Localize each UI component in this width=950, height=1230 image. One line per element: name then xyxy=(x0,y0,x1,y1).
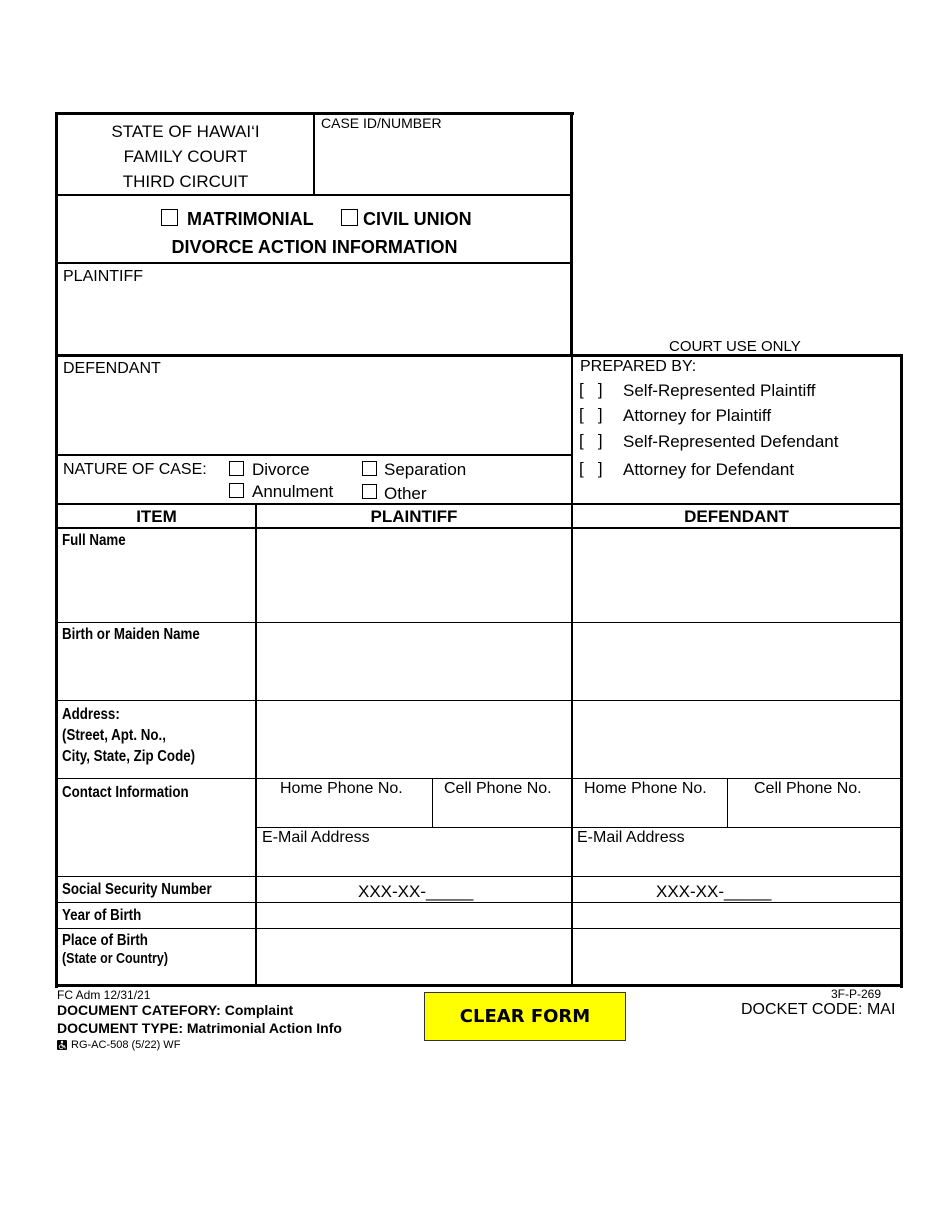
defendant-cell-phone-label: Cell Phone No. xyxy=(754,780,862,797)
row-label-contact: Contact Information xyxy=(62,784,189,801)
defendant-full-name-field[interactable] xyxy=(574,530,899,621)
accessibility-icon xyxy=(57,1040,67,1050)
bracket-checkbox[interactable]: [ ] xyxy=(579,380,603,399)
defendant-field[interactable] xyxy=(62,382,567,448)
bracket-checkbox[interactable]: [ ] xyxy=(579,431,603,450)
prepared-by-option-label: Attorney for Plaintiff xyxy=(623,406,772,425)
plaintiff-email-field[interactable] xyxy=(258,850,570,875)
plaintiff-home-phone-field[interactable] xyxy=(258,800,430,826)
other-label: Other xyxy=(384,484,427,503)
annulment-label: Annulment xyxy=(252,482,334,501)
court-circuit: THIRD CIRCUIT xyxy=(122,172,249,191)
defendant-place-of-birth-field[interactable] xyxy=(574,930,899,983)
plaintiff-place-of-birth-field[interactable] xyxy=(258,930,570,983)
form-number: 3F-P-269 xyxy=(831,987,882,1001)
row-label-year-of-birth: Year of Birth xyxy=(62,907,142,924)
separation-checkbox[interactable] xyxy=(362,461,377,476)
court-state: STATE OF HAWAI‘I xyxy=(111,122,260,141)
defendant-home-phone-field[interactable] xyxy=(574,800,726,826)
column-header-plaintiff: PLAINTIFF xyxy=(370,507,458,526)
divorce-label: Divorce xyxy=(252,460,310,479)
defendant-label: DEFENDANT xyxy=(63,360,161,377)
case-id-field[interactable] xyxy=(320,134,565,189)
nature-label: NATURE OF CASE: xyxy=(63,461,207,478)
plaintiff-birth-name-field[interactable] xyxy=(258,624,570,699)
plaintiff-field[interactable] xyxy=(62,290,567,348)
plaintiff-cell-phone-field[interactable] xyxy=(434,800,570,826)
defendant-year-of-birth-field[interactable] xyxy=(574,904,899,927)
civil-union-label: CIVIL UNION xyxy=(363,209,472,229)
court-use-only-label: COURT USE ONLY xyxy=(669,338,801,355)
address-label-line: (Street, Apt. No., xyxy=(62,727,166,744)
prepared-by-option-label: Self-Represented Defendant xyxy=(623,432,839,451)
column-header-item: ITEM xyxy=(136,507,177,526)
row-label-address xyxy=(62,704,195,767)
plaintiff-home-phone-label: Home Phone No. xyxy=(280,780,403,797)
plaintiff-ssn-field[interactable]: XXX-XX-_____ xyxy=(358,882,474,901)
defendant-address-field[interactable] xyxy=(574,702,899,777)
defendant-home-phone-label: Home Phone No. xyxy=(584,780,707,797)
divorce-checkbox[interactable] xyxy=(229,461,244,476)
defendant-email-field[interactable] xyxy=(574,850,899,875)
bracket-checkbox[interactable]: [ ] xyxy=(579,405,603,424)
address-label-line: City, State, Zip Code) xyxy=(62,748,196,765)
civil-union-checkbox[interactable] xyxy=(341,209,358,226)
defendant-birth-name-field[interactable] xyxy=(574,624,899,699)
bracket-checkbox[interactable]: [ ] xyxy=(579,459,603,478)
matrimonial-checkbox[interactable] xyxy=(161,209,178,226)
matrimonial-label: MATRIMONIAL xyxy=(187,209,314,229)
form-title: DIVORCE ACTION INFORMATION xyxy=(171,237,458,257)
address-label-line: Address: xyxy=(62,706,120,723)
prepared-by-option-label: Self-Represented Plaintiff xyxy=(623,381,816,400)
defendant-email-label: E-Mail Address xyxy=(577,829,685,846)
annulment-checkbox[interactable] xyxy=(229,483,244,498)
row-label-birth-name: Birth or Maiden Name xyxy=(62,626,200,643)
clear-form-button[interactable]: CLEAR FORM xyxy=(424,992,626,1041)
docket-code: DOCKET CODE: MAI xyxy=(741,1001,896,1018)
plaintiff-address-field[interactable] xyxy=(258,702,570,777)
form-date: FC Adm 12/31/21 xyxy=(57,988,151,1002)
case-id-label: CASE ID/NUMBER xyxy=(321,115,442,131)
plaintiff-email-label: E-Mail Address xyxy=(262,829,370,846)
court-type: FAMILY COURT xyxy=(123,147,248,166)
plaintiff-label: PLAINTIFF xyxy=(63,268,144,285)
court-name xyxy=(58,119,313,194)
separation-label: Separation xyxy=(384,460,467,479)
plaintiff-cell-phone-label: Cell Phone No. xyxy=(444,780,552,797)
row-label-full-name: Full Name xyxy=(62,532,126,549)
defendant-cell-phone-field[interactable] xyxy=(729,800,899,826)
rg-code: RG-AC-508 (5/22) WF xyxy=(71,1039,181,1051)
prepared-by-label: PREPARED BY: xyxy=(580,358,697,375)
document-category: DOCUMENT CATEFORY: Complaint xyxy=(57,1002,294,1018)
plaintiff-full-name-field[interactable] xyxy=(258,530,570,621)
row-label-ssn: Social Security Number xyxy=(62,881,212,898)
prepared-by-option-label: Attorney for Defendant xyxy=(623,460,795,479)
defendant-ssn-field[interactable]: XXX-XX-_____ xyxy=(656,882,772,901)
row-label-place-of-birth-sub: (State or Country) xyxy=(62,951,168,967)
document-type: DOCUMENT TYPE: Matrimonial Action Info xyxy=(57,1020,342,1036)
plaintiff-year-of-birth-field[interactable] xyxy=(258,904,570,927)
column-header-defendant: DEFENDANT xyxy=(684,507,789,526)
other-checkbox[interactable] xyxy=(362,484,377,499)
row-label-place-of-birth: Place of Birth xyxy=(62,932,148,949)
